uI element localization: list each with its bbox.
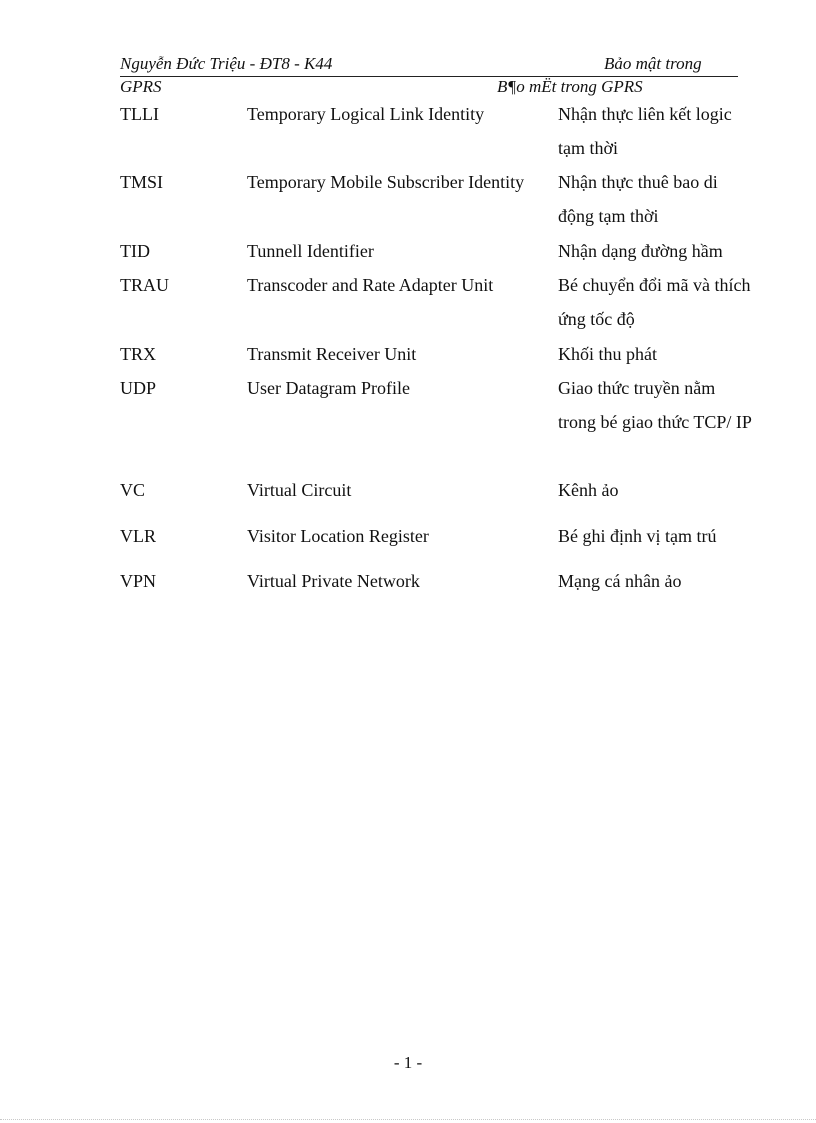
full-term: User Datagram Profile (247, 378, 410, 398)
full-term: Temporary Logical Link Identity (247, 104, 485, 124)
page-edge-divider (0, 1119, 816, 1120)
vietnamese-term: Kênh ảo (558, 480, 619, 500)
header-title-right: Bảo mật trong (604, 54, 702, 73)
vietnamese-term: Bé ghi định vị tạm trú (558, 526, 717, 546)
header-rule (120, 76, 738, 77)
abbreviation: TRAU (120, 275, 169, 295)
abbreviation: TID (120, 241, 150, 261)
abbreviation: TLLI (120, 104, 159, 124)
vietnamese-term: Nhận dạng đường hầm (558, 241, 723, 261)
abbreviation: VPN (120, 571, 157, 591)
abbreviation: VC (120, 480, 146, 500)
vietnamese-term: Nhận thực liên kết logic tạm thời (558, 104, 732, 158)
vietnamese-term: Khối thu phát (558, 344, 657, 364)
full-term: Transmit Receiver Unit (247, 344, 417, 364)
vietnamese-term: Mạng cá nhân ảo (558, 571, 682, 591)
vietnamese-term: Bé chuyển đổi mã và thích ứng tốc độ (558, 275, 751, 329)
full-term: Temporary Mobile Subscriber Identity (247, 172, 525, 192)
abbreviation: TRX (120, 344, 156, 364)
header-author: Nguyễn Đức Triệu - ĐT8 - K44 (120, 54, 333, 73)
abbreviation: VLR (120, 526, 156, 546)
full-term: Virtual Circuit (247, 480, 352, 500)
vietnamese-term: Nhận thực thuê bao di động tạm thời (558, 172, 718, 226)
abbreviation: TMSI (120, 172, 164, 192)
full-term: Tunnell Identifier (247, 241, 374, 261)
header-title-center: B¶o mËt trong GPRS (497, 77, 643, 96)
page-number: - 1 - (393, 1053, 423, 1072)
abbreviation: UDP (120, 378, 157, 398)
full-term: Visitor Location Register (247, 526, 429, 546)
full-term: Transcoder and Rate Adapter Unit (247, 275, 494, 295)
full-term: Virtual Private Network (247, 571, 420, 591)
vietnamese-term: Giao thức truyền nằm trong bé giao thức TCP/ IP (558, 378, 752, 432)
header-title-left-continued: GPRS (120, 77, 162, 96)
